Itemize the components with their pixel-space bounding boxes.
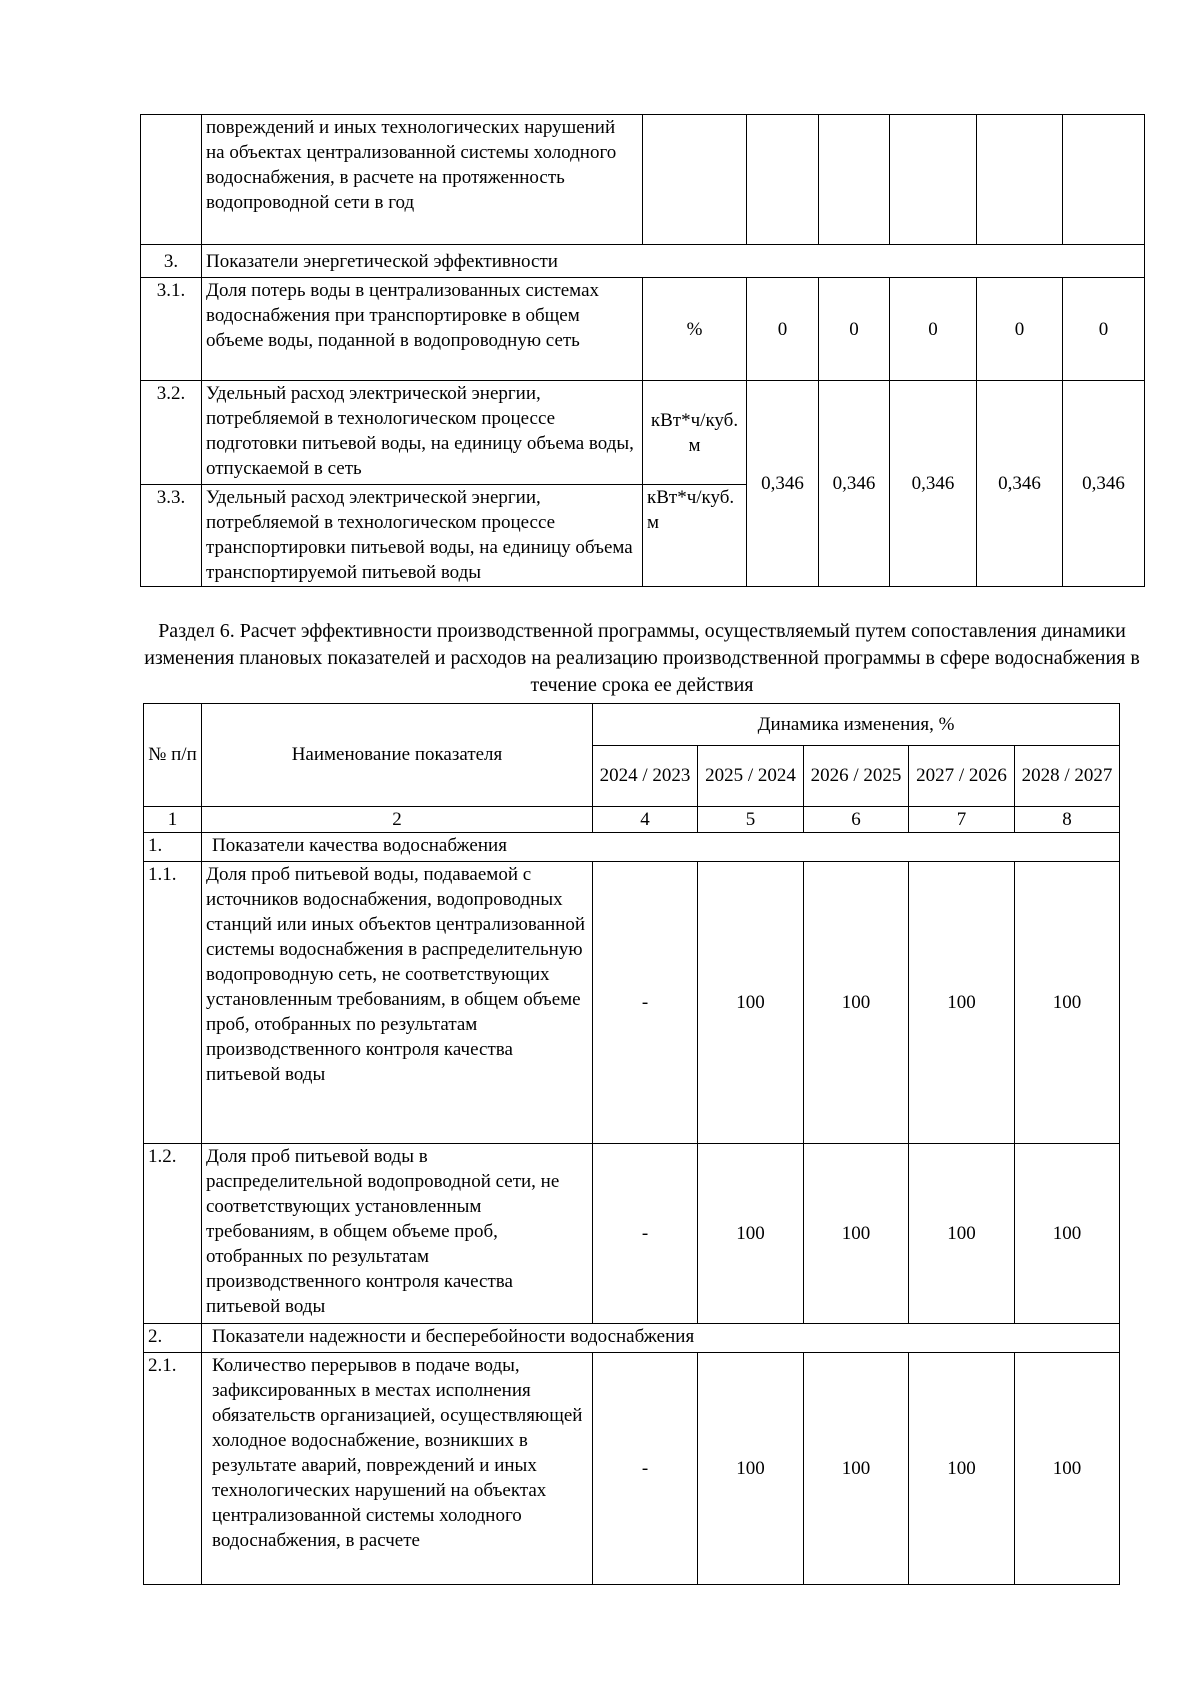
unit-cell: кВт*ч/куб. м [643,485,747,587]
value-cell: 100 [909,1353,1015,1585]
indicator-name-cell: Удельный расход электрической энергии, потребляемой в технологическом процессе подготовки питьевой воды, на единицу объема воды, отпускаемой в сеть [202,381,643,485]
indicator-name-cell: Доля потерь воды в централизованных системах водоснабжения при транспортировке в общем объеме воды, поданной в водопроводную сеть [202,278,643,381]
value-cell: 100 [909,1144,1015,1324]
value-cell: 100 [804,862,909,1144]
col-number: 2 [202,807,593,833]
section-title: Показатели энергетической эффективности [202,245,1145,278]
value-cell: 0,346 [890,381,977,587]
value-cell: 100 [1015,862,1120,1144]
col-number: 6 [804,807,909,833]
energy-efficiency-table [140,114,1145,587]
section-title: Показатели качества водоснабжения [202,833,1120,862]
table-row [144,862,1120,1144]
section-row [141,245,1145,278]
num-cell [141,115,202,245]
value-cell: 0,346 [819,381,890,587]
table-row [141,381,1145,485]
value-cell: 0,346 [747,381,819,587]
period-header: 2026 / 2025 [804,746,909,807]
indicator-name-cell: Удельный расход электрической энергии, потребляемой в технологическом процессе транспортировки питьевой воды, на единицу объема транспортируемой питьевой воды [202,485,643,587]
name-header: Наименование показателя [202,704,593,807]
section-row [144,1324,1120,1353]
period-header: 2027 / 2026 [909,746,1015,807]
value-cell: 100 [804,1353,909,1585]
indicator-name-cell: повреждений и иных технологических нарушений на объектах централизованной системы холодного водоснабжения, в расчете на протяженность водопроводной сети в год [202,115,643,245]
section-title: Показатели надежности и бесперебойности водоснабжения [202,1324,1120,1353]
indicator-name-cell: Доля проб питьевой воды в распределительной водопроводной сети, не соответствующих установленным требованиям, в общем объеме проб, отобранных по результатам производственного контроля качества питьевой воды [202,1144,593,1324]
value-cell: 0 [977,278,1063,381]
value-cell: 0 [1063,278,1145,381]
value-cell: 100 [1015,1353,1120,1585]
value-cell: 0,346 [1063,381,1145,587]
column-number-row [144,807,1120,833]
row-number: 3.2. [141,381,202,485]
section-number: 2. [144,1324,202,1353]
value-cell: 0 [890,278,977,381]
value-cell: 100 [698,1144,804,1324]
period-header: 2028 / 2027 [1015,746,1120,807]
num-header: № п/п [144,704,202,807]
dynamics-table [143,703,1120,1585]
unit-cell: кВт*ч/куб. м [643,381,747,485]
period-header: 2024 / 2023 [593,746,698,807]
value-cell: 100 [909,862,1015,1144]
row-number: 1.1. [144,862,202,1144]
row-number: 3.3. [141,485,202,587]
dynamics-header: Динамика изменения, % [593,704,1120,746]
value-cell: 100 [1015,1144,1120,1324]
col-number: 7 [909,807,1015,833]
value-cell: 100 [698,1353,804,1585]
row-number: 1.2. [144,1144,202,1324]
table-row [144,1353,1120,1585]
value-cell: - [593,1353,698,1585]
value-cell: - [593,862,698,1144]
row-number: 3.1. [141,278,202,381]
section-number: 3. [141,245,202,278]
indicator-name-cell: Доля проб питьевой воды, подаваемой с источников водоснабжения, водопроводных станций или иных объектов централизованной системы водоснабжения в распределительную водопроводную сеть, не соответствующих установленным требованиям, в общем объеме проб, отобранных по результатам производственного контроля качества питьевой воды [202,862,593,1144]
unit-cell: % [643,278,747,381]
section-number: 1. [144,833,202,862]
col-number: 8 [1015,807,1120,833]
col-number: 4 [593,807,698,833]
header-row [144,704,1120,746]
value-cell: 0 [747,278,819,381]
col-number: 1 [144,807,202,833]
value-cell: 100 [804,1144,909,1324]
table-row [141,278,1145,381]
table-row [141,115,1145,245]
col-number: 5 [698,807,804,833]
value-cell: 100 [698,862,804,1144]
section-6-title: Раздел 6. Расчет эффективности производственной программы, осуществляемый путем сопоставления динамики изменения плановых показателей и расходов на реализацию производственной программы в сфере водоснабжения в течение срока ее действия [144,620,1140,696]
section-row [144,833,1120,862]
value-cell: 0 [819,278,890,381]
table-row [144,1144,1120,1324]
value-cell: 0,346 [977,381,1063,587]
indicator-name-cell: Количество перерывов в подаче воды, зафиксированных в местах исполнения обязательств организацией, осуществляющей холодное водоснабжение, возникших в результате аварий, повреждений и иных технологических нарушений на объектах централизованной системы холодного водоснабжения, в расчете [202,1353,593,1585]
value-cell: - [593,1144,698,1324]
period-header: 2025 / 2024 [698,746,804,807]
row-number: 2.1. [144,1353,202,1585]
